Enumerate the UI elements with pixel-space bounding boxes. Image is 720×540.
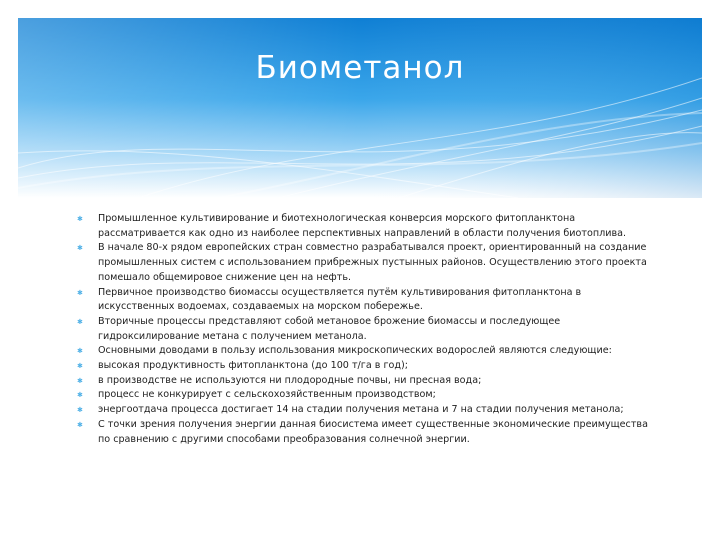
list-item xyxy=(72,388,652,403)
list-item-text: в производстве не используются ни плодородные почвы, ни пресная вода; xyxy=(98,374,482,386)
header-banner xyxy=(18,18,702,198)
list-item-text: В начале 80-х рядом европейских стран совместно разрабатывался проект, ориентированный на создание промышленных систем с использованием прибрежных пустынных районов. Осуществлению этого проекта помешало общемировое снижение цен на нефть. xyxy=(98,242,647,283)
list-item xyxy=(72,286,652,315)
bullet-icon: ✱ xyxy=(77,244,83,253)
list-item xyxy=(72,212,652,241)
bullet-icon: ✱ xyxy=(77,420,83,429)
bullet-list xyxy=(72,212,652,447)
list-item xyxy=(72,315,652,344)
bullet-icon: ✱ xyxy=(77,317,83,326)
list-item-text: Промышленное культивирование и биотехнологическая конверсия морского фитопланктона рассматривается как одно из наиболее перспективных направлений в области получения биотоплива. xyxy=(98,213,627,239)
list-item-text: Первичное производство биомассы осуществляется путём культивирования фитопланктона в искусственных водоемах, создаваемых на морском побережье. xyxy=(98,286,582,313)
list-item-text: Основными доводами в пользу использования микроскопических водорослей являются следующие: xyxy=(98,345,612,357)
list-item-text: высокая продуктивность фитопланктона (до 100 т/га в год); xyxy=(98,360,408,372)
bullet-icon: ✱ xyxy=(77,376,83,385)
header-background xyxy=(18,18,702,198)
bullet-icon: ✱ xyxy=(77,406,83,415)
list-item xyxy=(72,374,652,389)
bullet-icon: ✱ xyxy=(77,391,83,400)
bullet-icon: ✱ xyxy=(77,362,83,371)
list-item xyxy=(72,403,652,418)
bullet-icon: ✱ xyxy=(77,215,83,223)
list-item xyxy=(72,359,652,374)
list-item-text: С точки зрения получения энергии данная биосистема имеет существенные экономические преимущества по сравнению с другими способами преобразования солнечной энергии. xyxy=(98,418,648,445)
list-item xyxy=(72,344,652,359)
bullet-icon: ✱ xyxy=(77,347,83,356)
list-item-text: процесс не конкурирует с сельскохозяйственным производством; xyxy=(98,389,436,401)
list-item xyxy=(72,418,652,447)
list-item-text: энергоотдача процесса достигает 14 на стадии получения метана и 7 на стадии получения метанола; xyxy=(98,404,624,416)
list-item-text: Вторичные процессы представляют собой метановое брожение биомассы и последующее гидроксилирование метана с получением метанола. xyxy=(98,315,561,342)
slide-title: Биометанол xyxy=(255,50,465,86)
list-item xyxy=(72,241,652,285)
bullet-icon: ✱ xyxy=(77,288,83,297)
